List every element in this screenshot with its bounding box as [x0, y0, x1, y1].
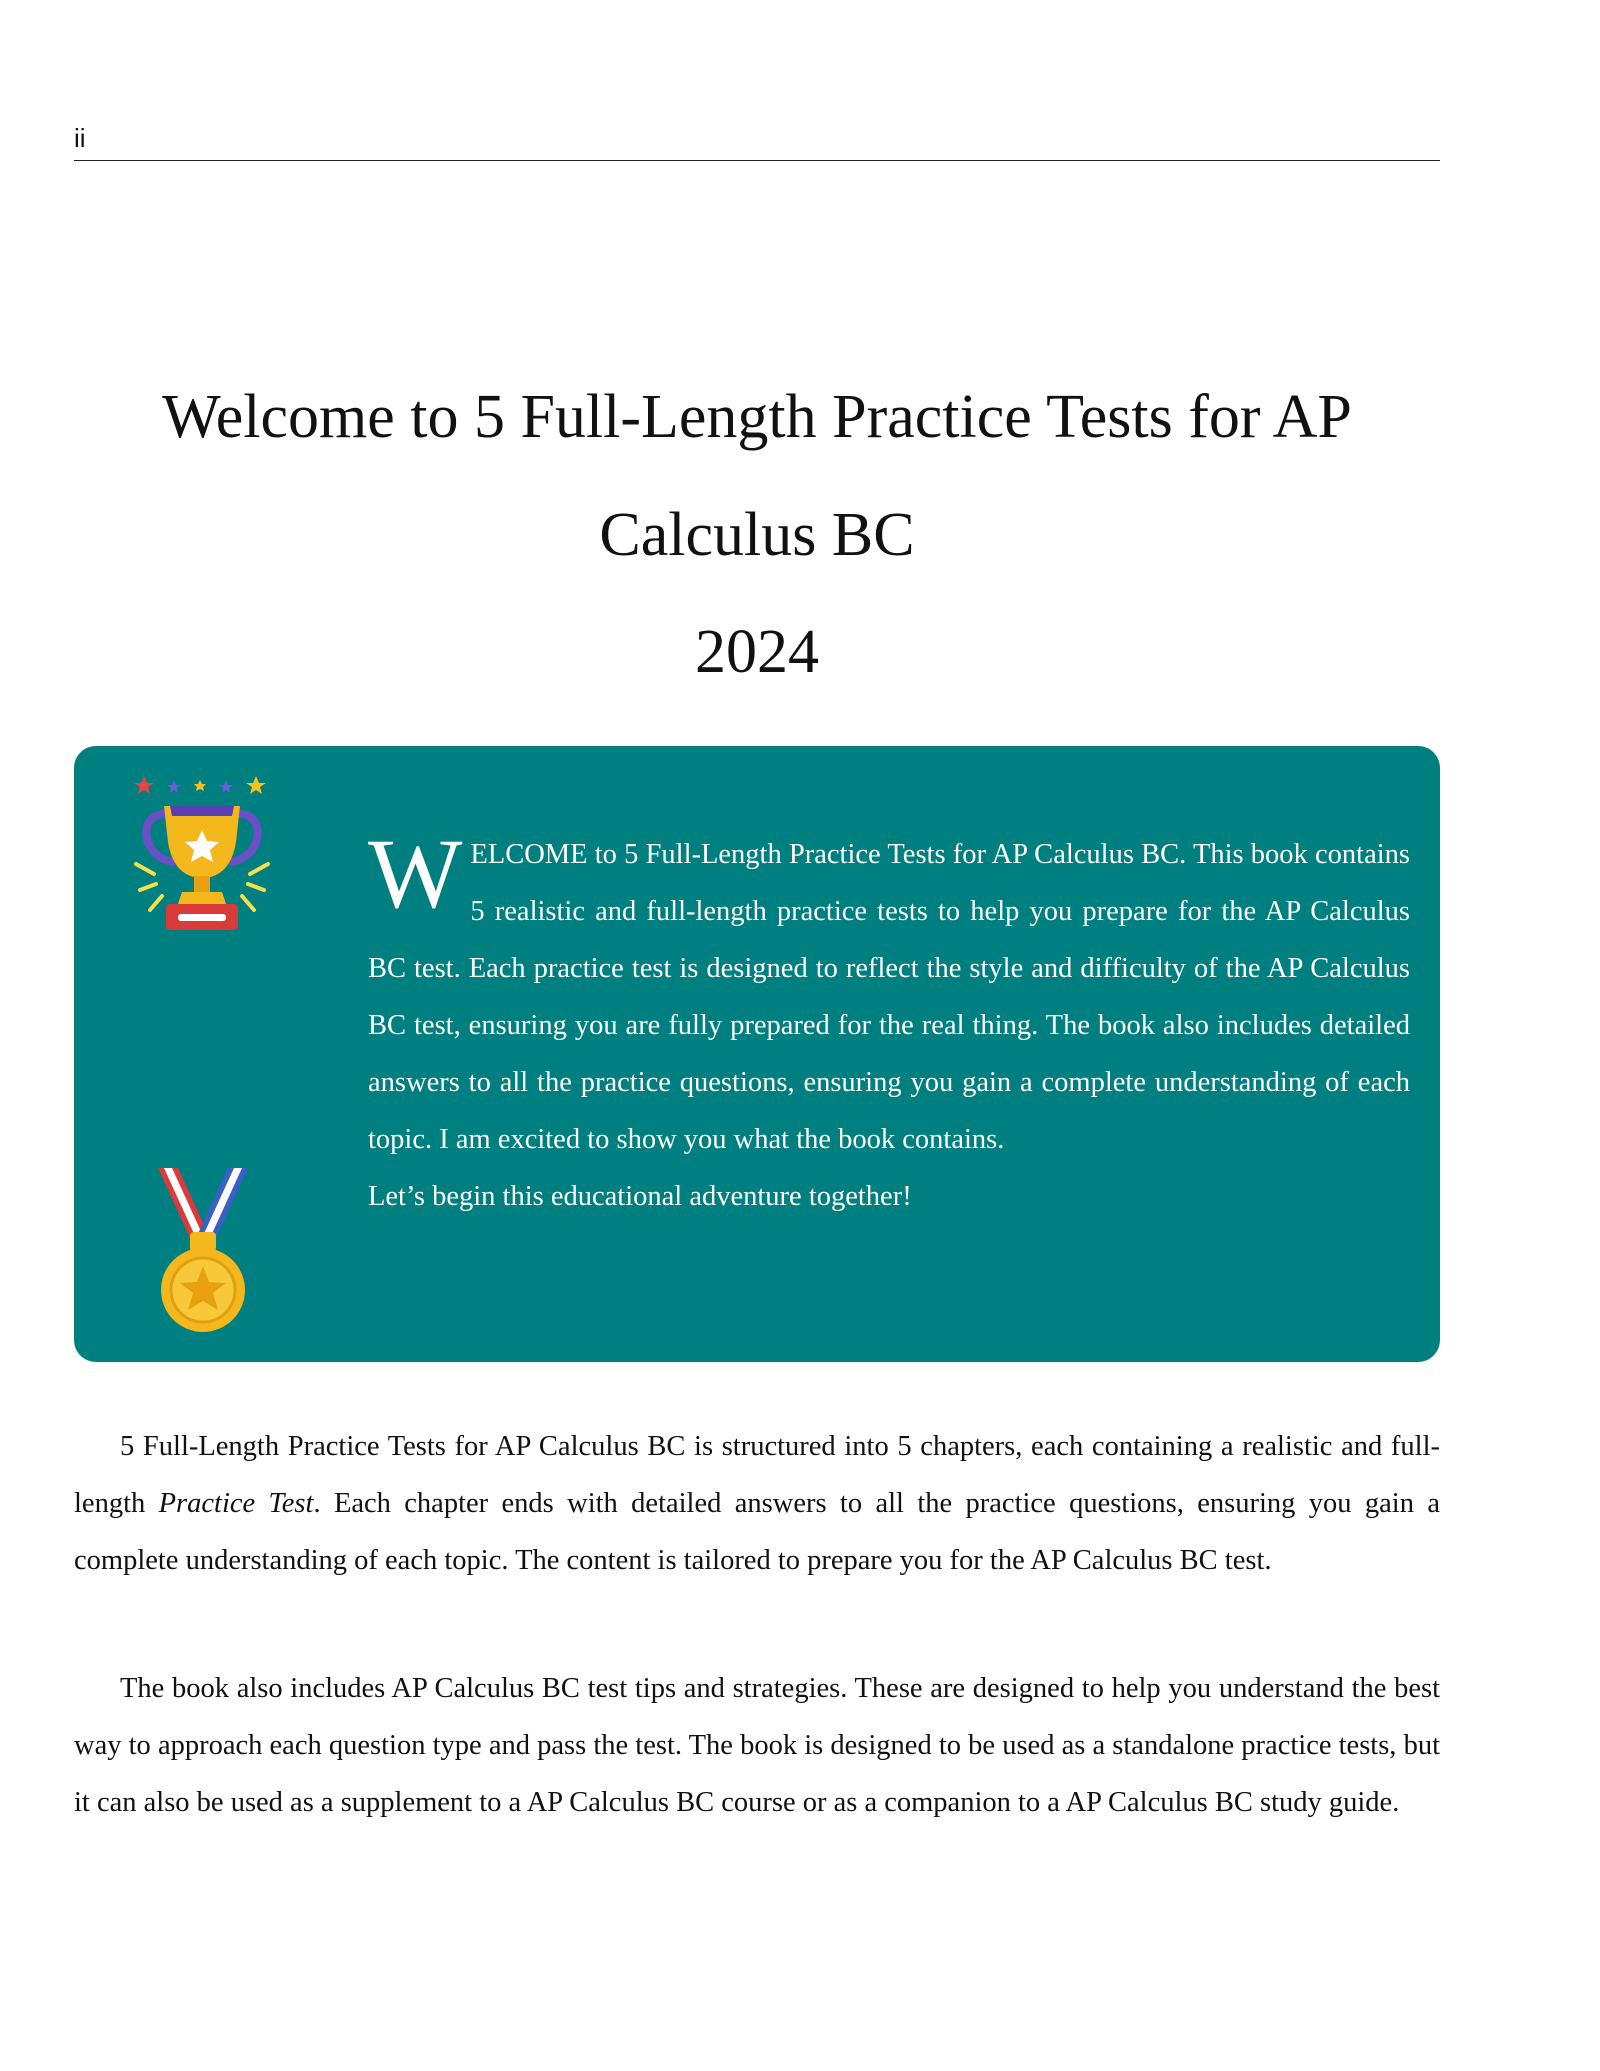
title-line-1: Welcome to 5 Full-Length Practice Tests for AP — [162, 383, 1352, 451]
page-number: ii — [74, 123, 86, 153]
paragraph-1-italic: Practice Test — [158, 1488, 314, 1519]
welcome-text — [368, 818, 1410, 1225]
page-title — [74, 358, 1440, 594]
body-paragraph-1 — [74, 1418, 1440, 1589]
welcome-intro-text: ELCOME to 5 Full-Length Practice Tests for AP Calculus BC. This book contains 5 realistic and full-length practice tests to help you prepare for the AP Calculus BC test. Each practice test is designed to reflect the style and difficulty of the AP Calculus BC test, ensuring you are fully prepared for the real thing. The book also includes detailed answers to all the practice questions, ensuring you gain a complete understanding of each topic. I am excited to show you what the book contains. — [368, 839, 1410, 1155]
paragraph-1-start: 5 Full-Length Practice Tests for AP Calculus BC is structured into 5 chapters, each containing a realistic and full-length — [74, 1431, 1440, 1519]
title-line-2: Calculus BC — [599, 501, 915, 569]
welcome-closing: Let’s begin this educational adventure together! — [368, 1181, 912, 1212]
dropcap-letter: W — [368, 818, 463, 929]
page-header — [74, 120, 1440, 161]
body-paragraph-2: The book also includes AP Calculus BC test tips and strategies. These are designed to help you understand the best way to approach each question type and pass the test. The book is designed to be used as a standalone practice tests, but it can also be used as a supplement to a AP Calculus BC course or as a companion to a AP Calculus BC study guide. — [74, 1673, 1440, 1818]
title-year: 2024 — [695, 618, 819, 686]
medal-icon — [154, 1166, 252, 1336]
trophy-icon — [126, 772, 278, 936]
welcome-box — [74, 746, 1440, 1362]
welcome-intro — [368, 818, 1410, 1168]
paragraph-1-end: . Each chapter ends with detailed answers to all the practice questions, ensuring you gain a complete understanding of each topic. The content is tailored to prepare you for the AP Calculus BC test. — [74, 1488, 1440, 1576]
